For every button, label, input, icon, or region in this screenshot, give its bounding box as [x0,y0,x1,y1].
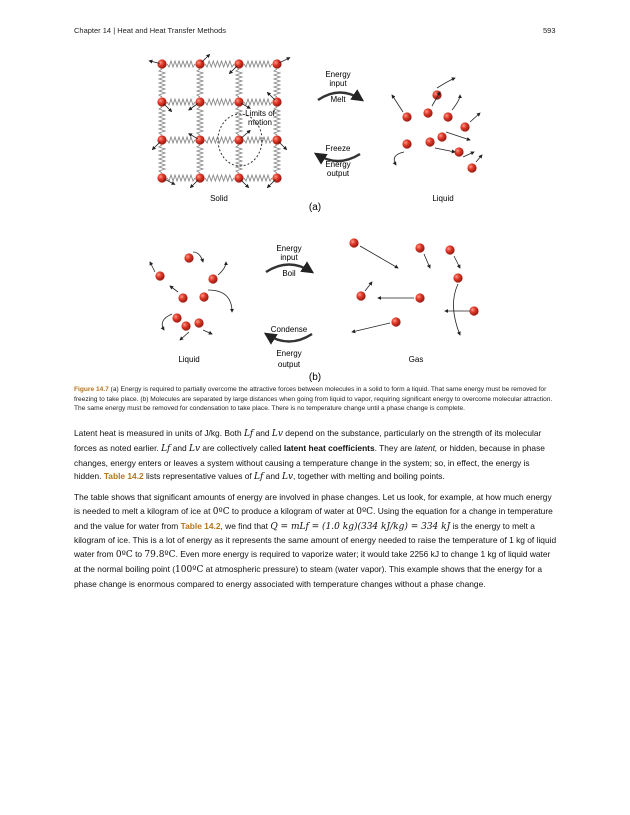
bond-spring [167,175,195,181]
bond-spring [236,145,242,173]
energy-input-a-1: Energy [325,70,351,79]
temp-79-8c: 79.8ºC [144,550,176,561]
gas-molecule [453,273,462,282]
lf-symbol: Lf [161,443,171,454]
solid-label: Solid [210,194,228,203]
energy-output-a-1: Energy [325,160,351,169]
p2-text: is the energy to melt a kilogram of ice. This is a lot of energy as it represents the same amount of energy needed to raise the temperature of 1 kg of liquid water from [74,520,557,560]
motion-arrow [241,130,250,138]
p1-text: . They are [374,442,415,453]
motion-arrow [189,134,198,139]
motion-arrow [208,290,232,312]
limits-label-2: motion [247,118,273,127]
bond-spring [274,145,280,173]
panel-a-label: (a) [308,202,322,213]
table-14-2-link[interactable]: Table 14.2 [180,520,221,531]
liquid-molecule [460,122,469,131]
p2-text: at atmospheric pressure) to steam (water vapor). This example shows that the energy for a phase change is enormous compared to energy associated with temperature changes without a phase change. [74,563,543,589]
p1-text: depend on the substance, particularly on the strength of its molecular forces as noted earlier. [74,428,542,453]
bond-spring [197,145,203,173]
liquid-molecule [199,292,208,301]
table-14-2-link[interactable]: Table 14.2 [103,471,144,482]
bond-spring [244,137,272,143]
energy-output-a-2: output [326,169,350,178]
latent-heat-coefficients-term: latent heat coefficients [283,442,375,453]
motion-arrow [360,246,398,268]
solid-molecule [234,97,243,106]
gas-label: Gas [408,355,424,364]
solid-molecule [272,59,281,68]
gas-molecule [415,243,424,252]
bond-spring [159,145,165,173]
motion-arrow [446,132,470,140]
energy-input-b-1: Energy [276,244,302,253]
motion-arrow [267,180,275,188]
p1-text: and [170,442,190,453]
gas-molecules [349,238,478,335]
liquid-molecule [425,137,434,146]
p2-text: , we find that [220,520,271,531]
liquid-molecule [454,147,463,156]
motion-arrow [170,286,178,292]
solid-molecule [157,173,166,182]
motion-arrow [453,284,460,335]
lv-symbol: Lv [281,472,294,483]
liquid-molecule [184,253,193,262]
caption-text: (a) Energy is required to partially overcome the attractive forces between molecules in a solid to form a liquid. That same energy must be removed for freezing to take place. (b) Molecules are separated by large distances when going from liquid to vapor, requiring significant energy to overcome molecular attraction. The same energy must be removed for condensation to take place. There is no temperature change until a phase change is complete. [74,386,553,413]
bond-spring [205,99,234,105]
bond-spring [236,107,242,135]
motion-arrow [279,142,287,150]
freeze-label: Freeze [325,144,351,153]
energy-input-a-2: input [329,79,347,88]
liquid-molecule [437,132,446,141]
motion-arrow [394,152,404,165]
bond-spring [167,99,195,105]
temp-0c: 0ºC [115,550,133,561]
lv-symbol: Lv [189,443,201,454]
bond-spring [159,107,165,135]
energy-equation: Q = mLf = (1.0 kg)(334 kJ/kg) = 334 kJ [270,521,451,532]
motion-arrow [150,262,155,272]
solid-molecule [195,97,204,106]
liquid-molecules-b [150,252,232,340]
gas-molecule [391,317,400,326]
gas-molecule [469,306,478,315]
motion-arrow [267,92,275,100]
bond-spring [244,99,272,105]
figure-caption [74,385,558,414]
bond-spring [274,69,280,97]
motion-arrow [452,95,460,110]
motion-arrow [365,282,372,291]
latent-term: latent, [414,442,438,453]
boil-label: Boil [282,269,296,278]
solid-molecule [157,59,166,68]
melt-label: Melt [330,95,346,104]
liquid-molecule [402,139,411,148]
bond-spring [205,137,234,143]
motion-arrow [470,113,480,122]
bond-spring [244,175,272,181]
running-header: Chapter 14 | Heat and Heat Transfer Methods [74,26,227,35]
bond-spring [197,69,203,97]
motion-arrow [435,148,455,152]
p1-text: , together with melting and boiling points. [293,471,445,482]
p1-text: lists representative values of [143,471,255,482]
temp-0c: 0ºC [212,506,230,517]
motion-arrow [229,66,237,74]
bond-spring [167,137,195,143]
motion-arrow [202,54,210,62]
lv-symbol: Lv [271,429,283,439]
p2-text: The table shows that significant amounts of energy are involved in phase changes. Let us look, for example, at how much energy is needed to melt a kilogram of ice at [74,492,552,516]
liquid-label-a: Liquid [432,194,454,203]
motion-arrow [180,332,189,340]
liquid-molecule [178,293,187,302]
motion-arrow [218,262,226,275]
liquid-molecule [155,271,164,280]
page-number: 593 [543,26,556,35]
liquid-molecule [443,112,452,121]
motion-arrow [437,78,455,88]
motion-arrow [241,180,249,188]
liquid-molecule [402,112,411,121]
p2-text: to [132,549,145,560]
gas-molecule [415,293,424,302]
paragraph-2 [74,491,558,592]
p1-text: or hidden, because in phase changes, energy enters or leaves a system without causing a temperature change in the system; so, in effect, the energy is hidden. [74,442,545,482]
motion-arrow [164,104,172,112]
condense-label: Condense [270,325,308,334]
bond-spring [167,61,195,67]
bond-spring [244,61,272,67]
bond-spring [236,69,242,97]
temp-0c: 0ºC [356,506,374,517]
liquid-molecule [194,318,203,327]
energy-output-b-1: Energy [276,349,302,358]
energy-output-b-2: output [277,360,301,369]
motion-arrow [162,314,172,330]
motion-arrow [463,152,474,157]
motion-arrow [352,323,390,332]
gas-molecule [445,245,454,254]
lf-symbol: Lf [254,472,264,483]
bond-spring [205,61,234,67]
liquid-molecule [181,321,190,330]
lf-symbol: Lf [243,429,254,439]
solid-molecule [195,135,204,144]
energy-input-b-2: input [280,253,298,262]
liquid-molecule [432,90,441,99]
motion-arrow [476,155,482,162]
p1-text: and [263,471,282,482]
motion-arrow [279,58,289,63]
caption-label: Figure 14.7 [74,386,109,393]
p1-text: Latent heat is measured in units of J/kg. Both [74,428,244,438]
figure-14-7 [0,40,630,385]
gas-molecule [356,291,365,300]
limits-label-1: Limits of [245,109,275,118]
motion-arrow [392,95,403,112]
liquid-molecule [467,163,476,172]
bond-spring [159,69,165,97]
bond-spring [197,107,203,135]
motion-arrow [190,180,198,188]
p2-text: to produce a kilogram of water at [229,505,357,516]
liquid-molecule [423,108,432,117]
motion-arrow [424,254,430,268]
gas-molecule [349,238,358,247]
motion-arrow [193,252,203,262]
p1-text: and [253,428,272,438]
condense-arrow [266,334,312,342]
p2-text: . Even more energy is required to vaporize water; it would take 2256 kJ to change 1 kg of liquid water at the normal boiling point ( [74,549,551,574]
liquid-molecule [208,274,217,283]
paragraph-1 [74,427,558,485]
motion-arrow [454,256,460,268]
liquid-molecule [172,313,181,322]
panel-b-label: (b) [308,372,322,383]
motion-arrow [152,142,160,150]
motion-arrow [203,330,212,334]
liquid-label-b: Liquid [178,355,200,364]
bond-spring [205,175,234,181]
p1-text: are collectively called [200,442,284,453]
temp-100c: 100ºC [175,564,204,575]
liquid-molecules-a [392,78,482,173]
p2-text: . Using the equation for a change in temperature and the value for water from [74,505,553,531]
